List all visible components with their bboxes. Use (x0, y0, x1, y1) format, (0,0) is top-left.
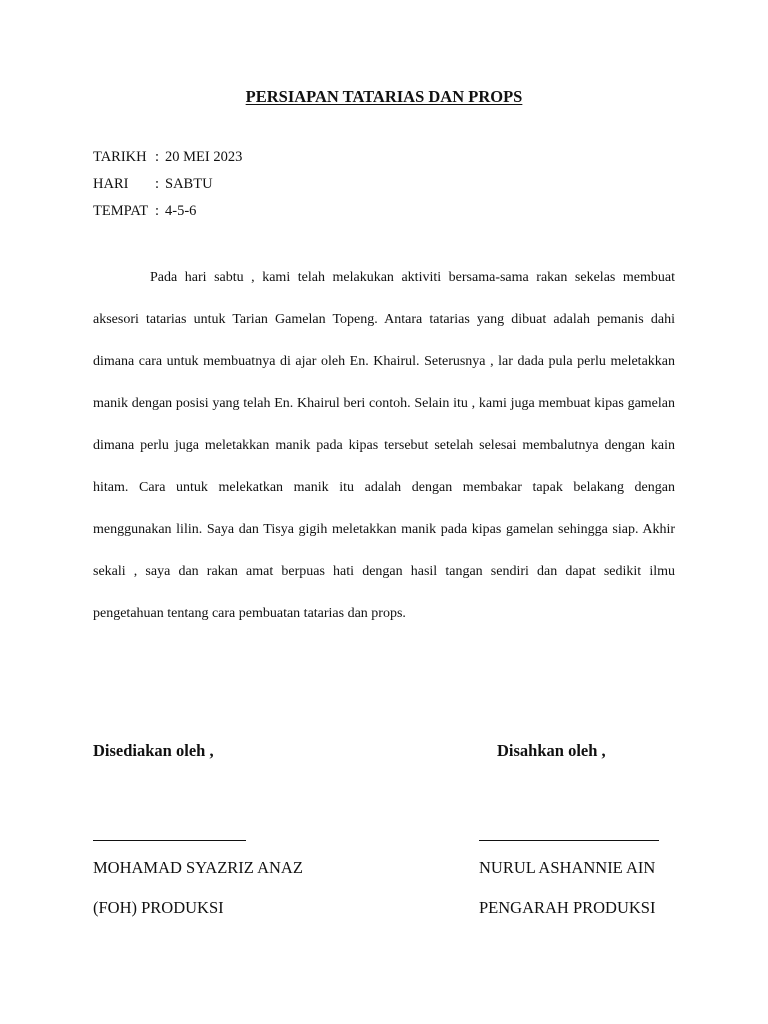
meta-place-separator: : (155, 203, 160, 219)
document-title: PERSIAPAN TATARIAS DAN PROPS (245, 87, 523, 106)
prepared-by-name: MOHAMAD SYAZRIZ ANAZ (93, 858, 303, 877)
meta-date-value: 20 MEI 2023 (165, 149, 243, 165)
meta-day (93, 176, 213, 193)
meta-day-separator: : (155, 176, 160, 192)
approved-by-name: NURUL ASHANNIE AIN (479, 858, 656, 877)
meta-date-separator: : (155, 149, 160, 165)
meta-date-label: TARIKH (93, 149, 147, 165)
prepared-by-signature-line (93, 840, 246, 841)
approved-by-signature-line (479, 840, 659, 841)
prepared-by-role: (FOH) PRODUKSI (93, 898, 224, 917)
meta-date (93, 149, 242, 166)
meta-place-label: TEMPAT (93, 203, 149, 219)
meta-place-value: 4-5-6 (165, 203, 197, 219)
meta-day-value: SABTU (165, 176, 213, 192)
meta-place (93, 203, 196, 220)
approved-by-role: PENGARAH PRODUKSI (479, 898, 656, 917)
meta-day-label: HARI (93, 176, 129, 192)
body-paragraph: Pada hari sabtu , kami telah melakukan aktiviti bersama-sama rakan sekelas membuat aksesori tatarias untuk Tarian Gamelan Topeng. Antara tatarias yang dibuat adalah pemanis dahi dimana cara untuk membuatnya di ajar oleh En. Khairul. Seterusnya , lar dada pula perlu meletakkan manik dengan posisi yang telah En. Khairul beri contoh. Selain itu , kami juga membuat kipas gamelan dimana perlu juga meletakkan manik pada kipas tersebut setelah selesai membalutnya dengan kain hitam. Cara untuk melekatkan manik itu adalah dengan membakar tapak belakang dengan menggunakan lilin. Saya dan Tisya gigih meletakkan manik pada kipas gamelan sehingga siap. Akhir sekali , saya dan rakan amat berpuas hati dengan hasil tangan sendiri dan dapat sedikit ilmu pengetahuan tentang cara pembuatan tatarias dan props. (93, 270, 675, 621)
approved-by-heading: Disahkan oleh , (497, 741, 606, 760)
prepared-by-heading: Disediakan oleh , (93, 741, 214, 760)
